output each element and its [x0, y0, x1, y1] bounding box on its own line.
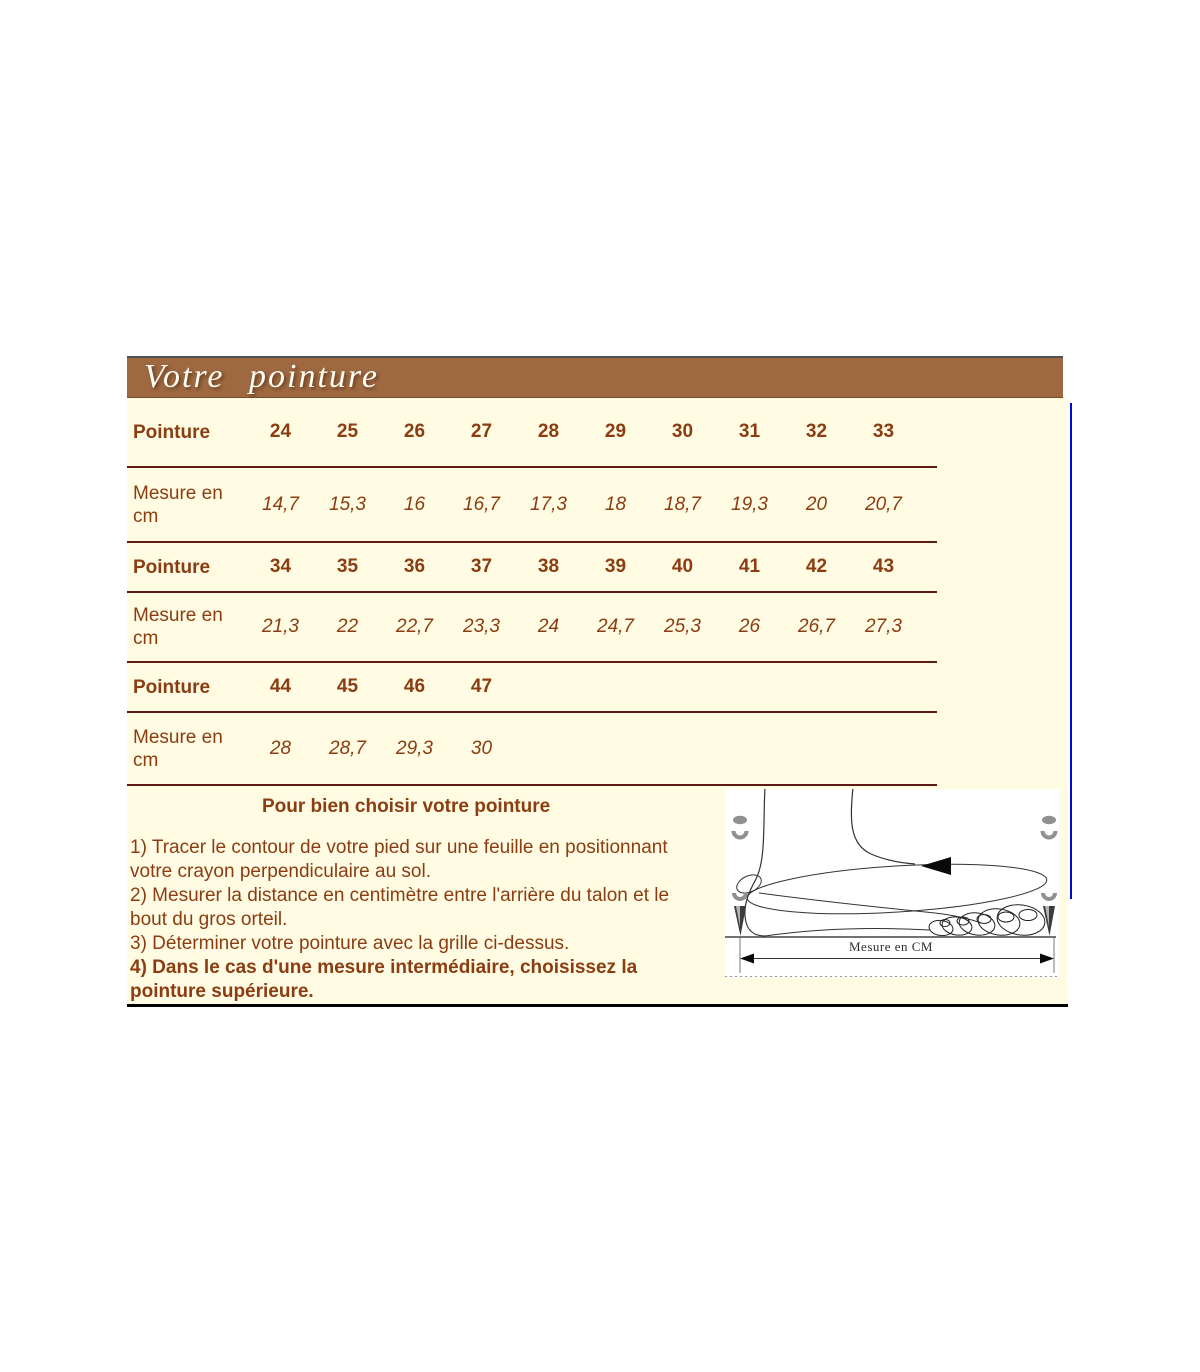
mesure-value: 28: [269, 737, 292, 759]
pointure-value: 31: [738, 421, 761, 442]
row-label: Mesure en cm: [133, 482, 223, 527]
section-title: Votre pointure: [144, 358, 379, 395]
section-header: [127, 356, 1063, 398]
mesure-value: 20: [805, 493, 828, 515]
pointure-value: 34: [269, 556, 292, 577]
pointure-value: 26: [403, 421, 426, 442]
size-table-row-pointure: [127, 663, 937, 713]
trace-arrow-icon: [921, 857, 951, 875]
size-chart-panel: [127, 398, 1068, 1007]
size-table-row-mesure: [127, 713, 937, 786]
leg-back-line: [745, 789, 765, 936]
pointure-value: 35: [336, 556, 359, 577]
mesure-value: 28,7: [329, 737, 366, 759]
pointure-value: 46: [403, 676, 426, 697]
foot-measurement-illustration: [725, 789, 1059, 978]
mesure-value: 16: [403, 493, 426, 515]
toes-sketch: [928, 902, 1047, 938]
row-label: Mesure en cm: [133, 605, 223, 649]
size-table: [127, 398, 937, 786]
foot-sole-line: [765, 928, 930, 936]
guide-steps: [130, 836, 690, 1004]
foot-measurement-figure: [725, 789, 1059, 978]
pointure-value: 40: [671, 556, 694, 577]
size-table-row-mesure: [127, 468, 937, 543]
guide-step-3: 3) Déterminer votre pointure avec la grille ci-dessus.: [130, 933, 570, 954]
traced-contour-ellipse: [746, 857, 1048, 921]
pointure-value: 44: [269, 676, 292, 697]
pointure-value: 43: [872, 556, 895, 577]
mesure-value: 30: [470, 737, 493, 759]
pointure-value: 28: [537, 421, 560, 442]
measurement-dimension: [740, 937, 1054, 973]
figure-caption: Mesure en CM: [849, 939, 933, 954]
mesure-value: 22: [336, 616, 359, 637]
size-table-row-mesure: [127, 593, 937, 663]
mesure-value: 23,3: [463, 616, 500, 637]
guide-step-2: 2) Mesurer la distance en centimètre entre l'arrière du talon et le bout du gros orteil.: [130, 885, 670, 930]
pointure-value: 32: [805, 421, 828, 442]
pointure-value: 25: [336, 421, 359, 442]
pointure-value: 47: [470, 676, 493, 697]
mesure-value: 14,7: [262, 493, 299, 515]
pointure-value: 33: [872, 421, 895, 442]
guide-step-4: 4) Dans le cas d'une mesure intermédiaire, choisissez la pointure supérieure.: [130, 957, 638, 1002]
pointure-value: 29: [604, 421, 627, 442]
mesure-value: 20,7: [865, 493, 902, 515]
pointure-value: 42: [805, 556, 828, 577]
mesure-value: 26: [738, 616, 761, 637]
pointure-value: 37: [470, 556, 493, 577]
row-label: Pointure: [133, 676, 211, 698]
mesure-value: 19,3: [731, 493, 768, 515]
mesure-value: 16,7: [463, 493, 500, 515]
row-label: Pointure: [133, 556, 211, 578]
size-guide-section: [127, 356, 1068, 1007]
right-border-line: [1070, 403, 1072, 899]
mesure-value: 24: [537, 616, 560, 637]
pointure-value: 38: [537, 556, 560, 577]
mesure-value: 27,3: [865, 616, 902, 637]
size-table-row-pointure: [127, 543, 937, 593]
mesure-value: 21,3: [262, 616, 299, 637]
mesure-value: 24,7: [597, 616, 634, 637]
pointure-value: 30: [671, 421, 694, 442]
pointure-value: 24: [269, 421, 292, 442]
pointure-value: 39: [604, 556, 627, 577]
pointure-value: 45: [336, 676, 359, 697]
guide-title: Pour bien choisir votre pointure: [262, 796, 551, 817]
mesure-value: 18,7: [664, 493, 701, 515]
mesure-value: 17,3: [530, 493, 567, 515]
row-label: Mesure en cm: [133, 726, 223, 771]
mesure-value: 18: [604, 493, 627, 515]
leg-front-line: [851, 789, 915, 864]
mesure-value: 22,7: [396, 616, 433, 637]
mesure-value: 29,3: [396, 737, 433, 759]
pointure-value: 36: [403, 556, 426, 577]
size-table-row-pointure: [127, 398, 937, 468]
guide-step-1: 1) Tracer le contour de votre pied sur une feuille en positionnant votre crayon perpendiculaire au sol.: [130, 837, 668, 882]
mesure-value: 15,3: [329, 493, 366, 515]
row-label: Pointure: [133, 421, 211, 443]
mesure-value: 25,3: [664, 616, 701, 637]
mesure-value: 26,7: [798, 616, 835, 637]
pointure-value: 27: [470, 421, 493, 442]
pointure-value: 41: [738, 556, 761, 577]
